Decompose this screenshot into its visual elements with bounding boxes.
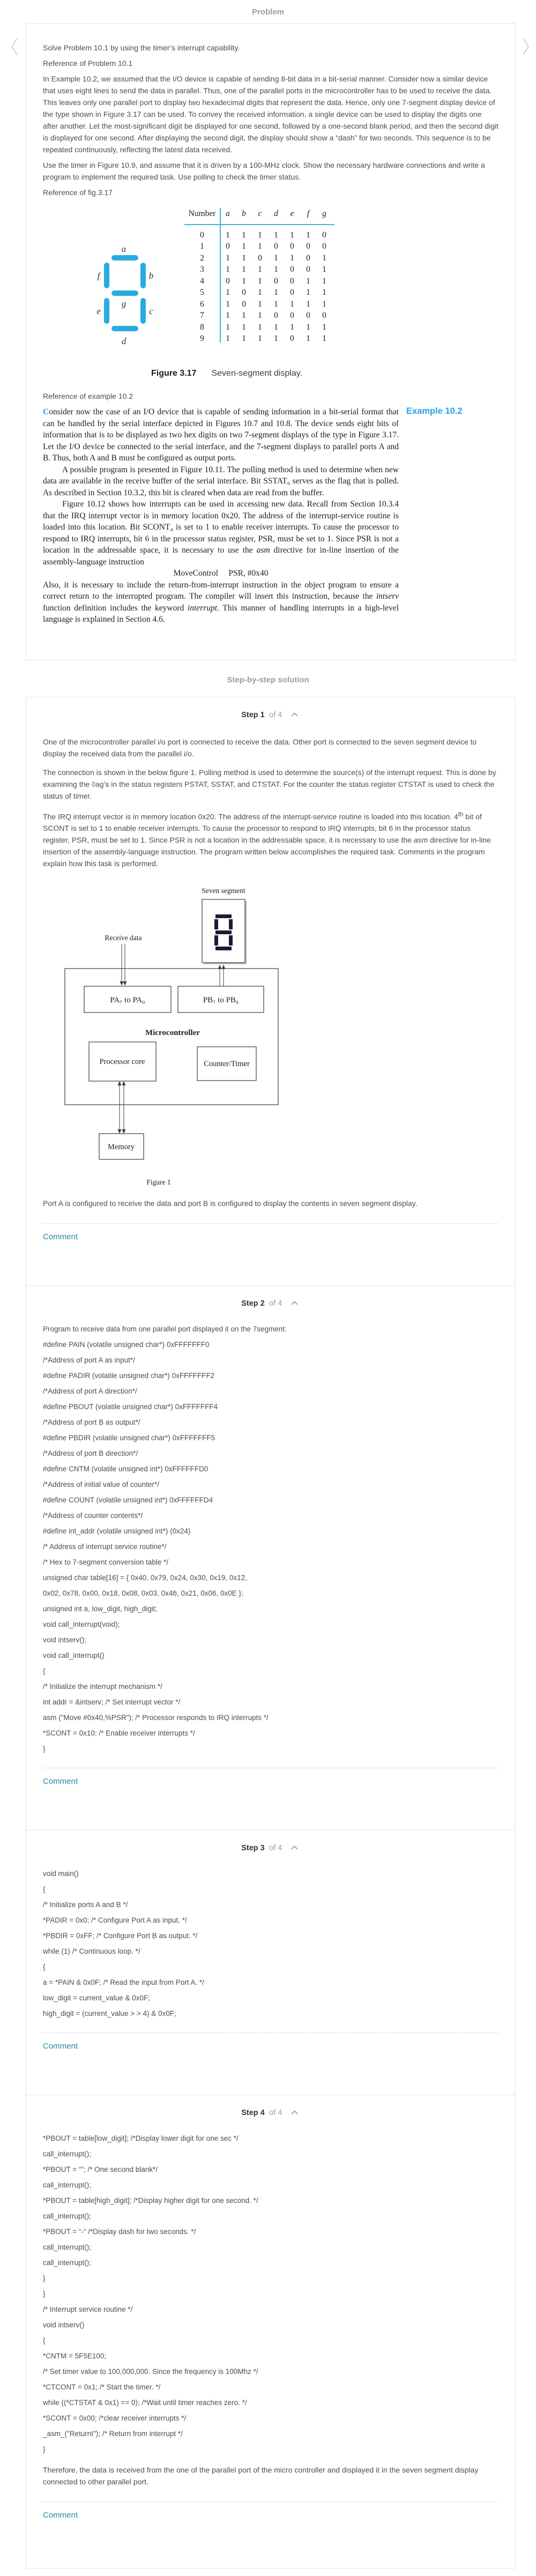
bit-cell-g: 0: [322, 230, 326, 240]
code-line: /* Initialize the interrupt mechanism */: [43, 1682, 162, 1691]
code-line: void call_interrupt(): [43, 1651, 105, 1660]
chevron-left-icon: [11, 38, 18, 56]
chevron-up-icon: [291, 2110, 298, 2115]
table-row: [184, 288, 334, 300]
problem-paragraph: Use the timer in Figure 10.9, and assume that it is driven by a 100-MHz clock. Show the necessary hardware connections and write a program to implement the required task. Use polling to check the timer status.: [43, 161, 485, 181]
code-line: *PBOUT = “”; /* One second blank*/: [43, 2165, 158, 2174]
bit-cell-d: 0: [274, 242, 278, 251]
table-row: [184, 277, 334, 288]
bit-cell-c: 1: [258, 299, 262, 309]
bit-cell-c: 0: [258, 253, 262, 263]
step-2-card: [26, 1285, 516, 1830]
code-line: /*Address of port A as input*/: [43, 1356, 135, 1365]
memory-label: Memory: [108, 1143, 135, 1152]
step-conclusion: Therefore, the data is received from the one of the parallel port of the micro controller and displayed it in the seven segment display connected to other parallel port.: [43, 2466, 479, 2486]
bit-cell-g: 1: [322, 288, 326, 297]
code-line: a = *PAIN & 0x0F; /* Read the input from Port A. */: [43, 1978, 205, 1987]
table-row: [184, 230, 334, 242]
problem-heading: Problem: [251, 8, 284, 17]
bit-cell-c: 1: [258, 265, 262, 274]
code-line: }: [43, 2445, 46, 2454]
bit-cell-f: 1: [306, 230, 310, 240]
step-count: of 4: [269, 1299, 282, 1308]
bit-cell-g: 1: [322, 276, 326, 286]
code-line: #define PBDIR (volatile unsigned char*) 0xFFFFFFF5: [43, 1434, 215, 1442]
code-line: }: [43, 2274, 46, 2283]
bit-cell-d: 1: [274, 265, 278, 274]
step-4-card: [26, 2095, 516, 2568]
bit-cell-d: 1: [274, 230, 278, 240]
code-line: {: [43, 1963, 46, 1971]
code-line: int addr = &intserv; /* Set interrupt vector */: [43, 1698, 181, 1707]
bit-cell-a: 1: [226, 253, 230, 263]
bit-cell-a: 0: [226, 242, 230, 251]
digit-cell: 1: [200, 242, 204, 251]
step-3-header: [43, 1842, 498, 1853]
step-2-header: [43, 1298, 498, 1308]
table-header-row: [184, 209, 334, 222]
bit-cell-f: 1: [306, 322, 310, 332]
assembly-instruction: MoveControl PSR, #0x40: [173, 569, 269, 578]
column-header-letter: a: [226, 209, 230, 218]
code-line: while (1) /* Continuous loop. */: [43, 1947, 140, 1956]
code-line: }: [43, 2290, 46, 2298]
bit-cell-e: 0: [290, 288, 294, 297]
example-reference-label: Reference of example 10.2: [43, 392, 133, 400]
bit-cell-a: 0: [226, 276, 230, 286]
code-line: /*Address of counter contents*/: [43, 1512, 143, 1520]
code-line: while ((*CTSTAT & 0x1) == 0); /*Wait until timer reaches zero. */: [43, 2399, 247, 2407]
bit-cell-b: 1: [242, 311, 246, 320]
bit-cell-c: 1: [258, 230, 262, 240]
code-line: /* Initialize ports A and B */: [43, 1901, 128, 1909]
bit-cell-f: 0: [306, 265, 310, 274]
digit-cell: 7: [200, 311, 204, 320]
table-row: [184, 254, 334, 265]
code-line: void call_interrupt(void);: [43, 1620, 120, 1629]
code-line: void intserv();: [43, 1636, 87, 1644]
collapse-step-button[interactable]: [289, 1842, 300, 1852]
bit-cell-e: 1: [290, 253, 294, 263]
code-line: call_interrupt();: [43, 2243, 92, 2252]
figure-1-diagram: [55, 883, 498, 1194]
bit-cell-e: 0: [290, 334, 294, 343]
bit-cell-d: 1: [274, 299, 278, 309]
digit-cell: 9: [200, 334, 204, 343]
bit-cell-b: 1: [242, 276, 246, 286]
bit-cell-d: 0: [274, 311, 278, 320]
step-number: Step 4: [241, 2109, 265, 2118]
bit-cell-d: 1: [274, 288, 278, 297]
step-1-header: [43, 709, 498, 720]
digit-cell: 3: [200, 265, 204, 274]
bit-cell-a: 1: [226, 265, 230, 274]
table-divider-line: [220, 208, 221, 343]
code-line: #define CNTM (volatile unsigned int*) 0xFFFFFFD0: [43, 1465, 209, 1473]
next-problem-button[interactable]: [520, 35, 532, 59]
column-header-number: Number: [188, 209, 216, 218]
bit-cell-e: 1: [290, 299, 294, 309]
code-line: /*Address of port B direction*/: [43, 1449, 138, 1458]
microcontroller-label: Microcontroller: [145, 1029, 200, 1038]
excerpt-paragraph: Consider now the case of an I/O device that is capable of sending information in a bit-serial format that can be handled by the serial interface depicted in Figures 10.7 and 10.8. The device sends eight bits of information that is to be displayed as two hex digits on two 7-segment displays of the type in Figure 3.17. Let the I/O device be connected to the serial interface, and the 7-segment displays to parallel ports A and B. Thus, both A and B must be configured as output ports.: [43, 407, 399, 463]
processor-core-label: Processor core: [99, 1058, 145, 1067]
table-row: [184, 323, 334, 334]
segment-label-b: b: [148, 271, 154, 281]
bit-cell-g: 1: [322, 322, 326, 332]
digit-cell: 0: [200, 230, 204, 240]
memory-bus: [120, 1085, 124, 1130]
comment-divider: [43, 1223, 498, 1224]
problem-statement: Solve Problem 10.1 by using the timer’s interrupt capability.: [43, 43, 240, 52]
bit-cell-c: 1: [258, 288, 262, 297]
truth-table-body: [184, 230, 334, 346]
code-line: #define PAIN (volatile unsigned char*) 0xFFFFFFF0: [43, 1341, 210, 1349]
bit-cell-e: 0: [290, 242, 294, 251]
bit-cell-d: 1: [274, 253, 278, 263]
code-line: *SCONT = 0x00; /*clear receiver interrupts */: [43, 2414, 187, 2423]
figure-1-caption: Figure 1: [146, 1178, 171, 1187]
bit-cell-f: 1: [306, 288, 310, 297]
comment-link[interactable]: Comment: [43, 2042, 78, 2051]
code-line: #define PADIR (volatile unsigned char*) 0xFFFFFFF2: [43, 1372, 215, 1380]
bit-cell-a: 1: [226, 230, 230, 240]
code-line: {: [43, 1885, 46, 1894]
table-row: [184, 300, 334, 311]
step-3-card: [26, 1830, 516, 2095]
receive-data-bus: [122, 944, 125, 981]
step-paragraph: Port A is configured to receive the data and port B is configured to display the contents in seven segment display.: [43, 1199, 418, 1208]
code-line: /*Address of port B as output*/: [43, 1418, 140, 1427]
bit-cell-b: 0: [242, 299, 246, 309]
textbook-excerpt: [43, 406, 463, 626]
dropcap: C: [43, 407, 49, 416]
port-b-label: PB₇ to PB₀: [203, 996, 239, 1005]
collapse-step-button[interactable]: [289, 2107, 300, 2117]
code-line: asm ("Move #0x40,%PSR"); /* Processor responds to IRQ interrupts */: [43, 1714, 269, 1722]
bit-cell-f: 0: [306, 253, 310, 263]
bit-cell-c: 1: [258, 334, 262, 343]
comment-divider: [43, 2501, 498, 2502]
code-line: *SCONT = 0x10; /* Enable receiver interrupts */: [43, 1729, 195, 1738]
segment-label-e: e: [96, 306, 101, 316]
step-number: Step 2: [241, 1299, 265, 1308]
step-1-card: [26, 697, 516, 1286]
code-line: /* Hex to 7-segment conversion table */: [43, 1558, 169, 1567]
figure-reference-label: Reference of fig.3.17: [43, 188, 113, 197]
figure-3-17: [85, 208, 498, 378]
bit-cell-e: 0: [290, 265, 294, 274]
bit-cell-e: 1: [290, 322, 294, 332]
code-line: {: [43, 1667, 46, 1676]
problem-reference-label: Reference of Problem 10.1: [43, 59, 133, 68]
code-line: /* Interrupt service routine */: [43, 2305, 133, 2314]
code-line: *PBOUT = table[high_digit]; /*Display higher digit for one second. */: [43, 2197, 258, 2205]
code-line: low_digit = current_value & 0x0F;: [43, 1994, 150, 2002]
code-line: *PBDIR = 0xFF; /* Configure Port B as output. */: [43, 1932, 198, 1940]
step-count: of 4: [269, 1844, 282, 1853]
bit-cell-f: 0: [306, 242, 310, 251]
code-block: [43, 1869, 498, 2019]
step-intro: Program to receive data from one parallel port displayed it on the 7segment:: [43, 1325, 287, 1334]
code-line: call_interrupt();: [43, 2181, 92, 2190]
figure-caption-text: Seven-segment display.: [211, 369, 303, 378]
column-header-letter: e: [290, 209, 294, 218]
code-line: unsigned int a, low_digit, high_digit;: [43, 1605, 158, 1613]
problem-card: [26, 23, 516, 660]
bit-cell-g: 1: [322, 253, 326, 263]
code-line: 0x02, 0x78, 0x00, 0x18, 0x08, 0x03, 0x46, 0x21, 0x06, 0x0E };: [43, 1589, 243, 1598]
bit-cell-b: 1: [242, 265, 246, 274]
solution-heading: Step-by-step solution: [227, 675, 309, 684]
code-line: void main(): [43, 1870, 79, 1878]
bit-cell-g: 1: [322, 334, 326, 343]
code-line: #define COUNT (volatile unsigned int*) 0xFFFFFFD4: [43, 1496, 213, 1505]
code-line: call_interrupt();: [43, 2259, 92, 2267]
table-row: [184, 311, 334, 323]
bit-cell-g: 1: [322, 265, 326, 274]
step-count: of 4: [269, 2109, 282, 2118]
code-line: call_interrupt();: [43, 2150, 92, 2158]
seven-segment-label: Seven segment: [202, 887, 245, 895]
code-line: *PBOUT = “-“ /*Display dash for two seconds. */: [43, 2228, 196, 2236]
bit-cell-g: 0: [322, 242, 326, 251]
code-line: *CNTM = 5F5E100;: [43, 2352, 107, 2361]
bit-cell-b: 1: [242, 334, 246, 343]
code-block: [43, 1340, 498, 1754]
comment-link[interactable]: Comment: [43, 1777, 78, 1786]
code-line: high_digit = (current_value > > 4) & 0x0F;: [43, 2009, 176, 2018]
collapse-step-button[interactable]: [289, 1298, 300, 1308]
code-line: /* Set timer value to 100,000,000. Since the frequency is 100Mhz */: [43, 2367, 258, 2376]
comment-divider: [43, 2032, 498, 2033]
code-line: /*Address of initial value of counter*/: [43, 1480, 159, 1489]
bit-cell-g: 1: [322, 299, 326, 309]
comment-link[interactable]: Comment: [43, 2511, 78, 2520]
seven-segment-diagram: [85, 243, 165, 351]
segment-label-c: c: [149, 306, 153, 316]
bit-cell-f: 1: [306, 334, 310, 343]
comment-link[interactable]: Comment: [43, 1232, 78, 1242]
receive-data-label: Receive data: [105, 934, 142, 942]
display-bus: [220, 969, 224, 986]
code-block: [43, 2134, 498, 2454]
column-header-letter: f: [307, 209, 310, 218]
digit-cell: 2: [200, 253, 204, 263]
bit-cell-b: 1: [242, 322, 246, 332]
bit-cell-a: 1: [226, 334, 230, 343]
code-line: call_interrupt();: [43, 2212, 92, 2221]
bit-cell-a: 1: [226, 288, 230, 297]
code-line: {: [43, 2336, 46, 2345]
table-row: [184, 265, 334, 277]
bit-cell-d: 1: [274, 322, 278, 332]
bit-cell-c: 1: [258, 311, 262, 320]
column-header-letter: c: [258, 209, 262, 218]
bit-cell-b: 1: [242, 242, 246, 251]
code-line: /* Address of interrupt service routine*/: [43, 1543, 167, 1551]
bit-cell-g: 0: [322, 311, 326, 320]
bit-cell-a: 1: [226, 322, 230, 332]
bit-cell-c: 1: [258, 322, 262, 332]
digit-cell: 6: [200, 299, 204, 309]
bit-cell-a: 1: [226, 311, 230, 320]
prev-problem-button[interactable]: [9, 35, 20, 59]
segment-label-d: d: [121, 336, 126, 346]
bit-cell-c: 1: [258, 242, 262, 251]
column-header-letter: d: [274, 209, 278, 218]
chevron-right-icon: [522, 38, 530, 56]
code-line: }: [43, 1745, 46, 1753]
bit-cell-b: 1: [242, 253, 246, 263]
code-line: *PBOUT = table[low_digit]; /*Display lower digit for one sec */: [43, 2134, 239, 2143]
bit-cell-c: 1: [258, 276, 262, 286]
code-line: *CTCONT = 0x1; /* Start the timer. */: [43, 2383, 161, 2392]
table-header-rule: [184, 224, 334, 225]
code-line: unsigned char table[16] = { 0x40, 0x79, 0x24, 0x30, 0x19, 0x12,: [43, 1574, 247, 1582]
digit-cell: 5: [200, 288, 204, 297]
problem-paragraph: In Example 10.2, we assumed that the I/O device is capable of sending 8-bit data in a bit-serial manner. Consider now a similar device that uses eight lines to send the data in parallel. Thus, one of the parallel ports in the microcontroller has to be used to receive the data. This leaves only one parallel port to display two hexadecimal digits that represent the data. Hence, only one 7-segment display device of the type shown in Figure 3.17 can be used. To convey the received information, a single device can be used to display the digits one after another. Let the most-significant digit be displayed for one second, followed by a one-second blank period, and then the second digit is displayed for one second. After displaying the second digit, the display should show a “dash” for two seconds. This sequence is to be repeated continuously, reflecting the latest data received.: [43, 75, 498, 154]
step-paragraph: One of the microcontroller parallel i/o port is connected to receive the data. Other port is connected to the seven segment device to display the received data from the parallel i/o.: [43, 737, 477, 758]
port-a-label: PA₇ to PA₀: [110, 996, 145, 1005]
bit-cell-d: 0: [274, 276, 278, 286]
code-line: #define int_addr (volatile unsigned int*) (0x24): [43, 1527, 191, 1536]
step-count: of 4: [269, 710, 282, 719]
figure-caption-label: Figure 3.17: [151, 369, 197, 378]
bit-cell-d: 1: [274, 334, 278, 343]
chevron-up-icon: [291, 1845, 298, 1850]
bit-cell-e: 1: [290, 230, 294, 240]
column-header-letter: b: [242, 209, 246, 218]
chevron-up-icon: [291, 1301, 298, 1305]
bit-cell-e: 0: [290, 276, 294, 286]
code-line: void intserv(): [43, 2321, 85, 2329]
bit-cell-a: 1: [226, 299, 230, 309]
bit-cell-b: 1: [242, 230, 246, 240]
step-number: Step 3: [241, 1844, 265, 1853]
seven-segment-truth-table: [184, 208, 334, 346]
table-row: [184, 242, 334, 254]
chevron-up-icon: [291, 712, 298, 717]
step-paragraph: The IRQ interrupt vector is in memory location 0x20. The address of the interrupt-service routine is loaded into this location. 4th bit of SCONT is set to 1 to enable receiver interrupts. To cause the processor to respond to IRQ interrupts, bit 6 in the processor status register, PSR, must be set to 1. Since PSR is not a location in the addressable space, it is necessary to use the asm directive for in-line insertion of the assembly-language instruction. The program written below accomplishes the required task. Comments in the program explain how this task is performed.: [43, 810, 491, 868]
code-line: _asm_("ReturnI"); /* Return from interrupt */: [43, 2430, 183, 2438]
segment-label-a: a: [121, 244, 126, 254]
bit-cell-f: 1: [306, 299, 310, 309]
step-4-header: [43, 2107, 498, 2118]
code-line: *PADIR = 0x0; /* Configure Port A as input. */: [43, 1916, 187, 1925]
column-header-letter: g: [322, 209, 326, 218]
excerpt-paragraph: Figure 10.12 shows how interrupts can be used in accessing new data. Recall from Section 10.3.4 that the IRQ interrupt vector is in memory location 0x20. The address of the interrupt-service routine is loaded into this location. Bit SCONT₄ is set to 1 to enable receiver interrupts. To cause the processor to respond to IRQ interrupts, bit 6 in the processor status register, PSR, must be set to 1. Since PSR is not a location in the addressable space, it is necessary to use the asm directive for in-line insertion of the assembly-language instruction: [43, 500, 399, 567]
collapse-step-button[interactable]: [289, 709, 300, 719]
bit-cell-b: 0: [242, 288, 246, 297]
step-paragraph: The connection is shown in the below figure 1. Polling method is used to determine the source(s) of the interrupt request. This is done by examining the ◊ag’s in the status registers PSTAT, SSTAT, and CTSTAT. For the counter the status register CTSTAT is used to check the status of timer.: [43, 768, 496, 800]
step-number: Step 1: [241, 710, 265, 719]
digit-cell: 8: [200, 322, 204, 332]
bit-cell-f: 1: [306, 276, 310, 286]
bit-cell-f: 0: [306, 311, 310, 320]
excerpt-paragraph: Also, it is necessary to include the return-from-interrupt instruction in the object program to ensure a correct return to the interrupted program. The compiler will insert this instruction, because the intserv function definition includes the keyword interrupt. This manner of handling interrupts in a high-level language is explained in Section 4.6.: [43, 580, 399, 624]
segment-label-g: g: [121, 299, 126, 309]
digit-cell: 4: [200, 276, 204, 286]
bit-cell-e: 0: [290, 311, 294, 320]
code-line: #define PBOUT (volatile unsigned char*) 0xFFFFFFF4: [43, 1403, 218, 1411]
code-line: /*Address of port A direction*/: [43, 1387, 137, 1396]
segment-label-f: f: [97, 271, 100, 281]
figure-caption: [151, 369, 498, 378]
counter-timer-label: Counter/Timer: [204, 1060, 250, 1069]
example-badge: Example 10.2: [406, 406, 463, 416]
excerpt-paragraph: A possible program is presented in Figure 10.11. The polling method is used to determine when new data are available in the receive buffer of the serial interface. Bit SSTAT₀ serves as the flag that is polled. As described in Section 10.3.2, this bit is cleared when data are read from the buffer.: [43, 465, 399, 497]
segment-letter-headers: [220, 209, 332, 219]
table-row: [184, 334, 334, 346]
